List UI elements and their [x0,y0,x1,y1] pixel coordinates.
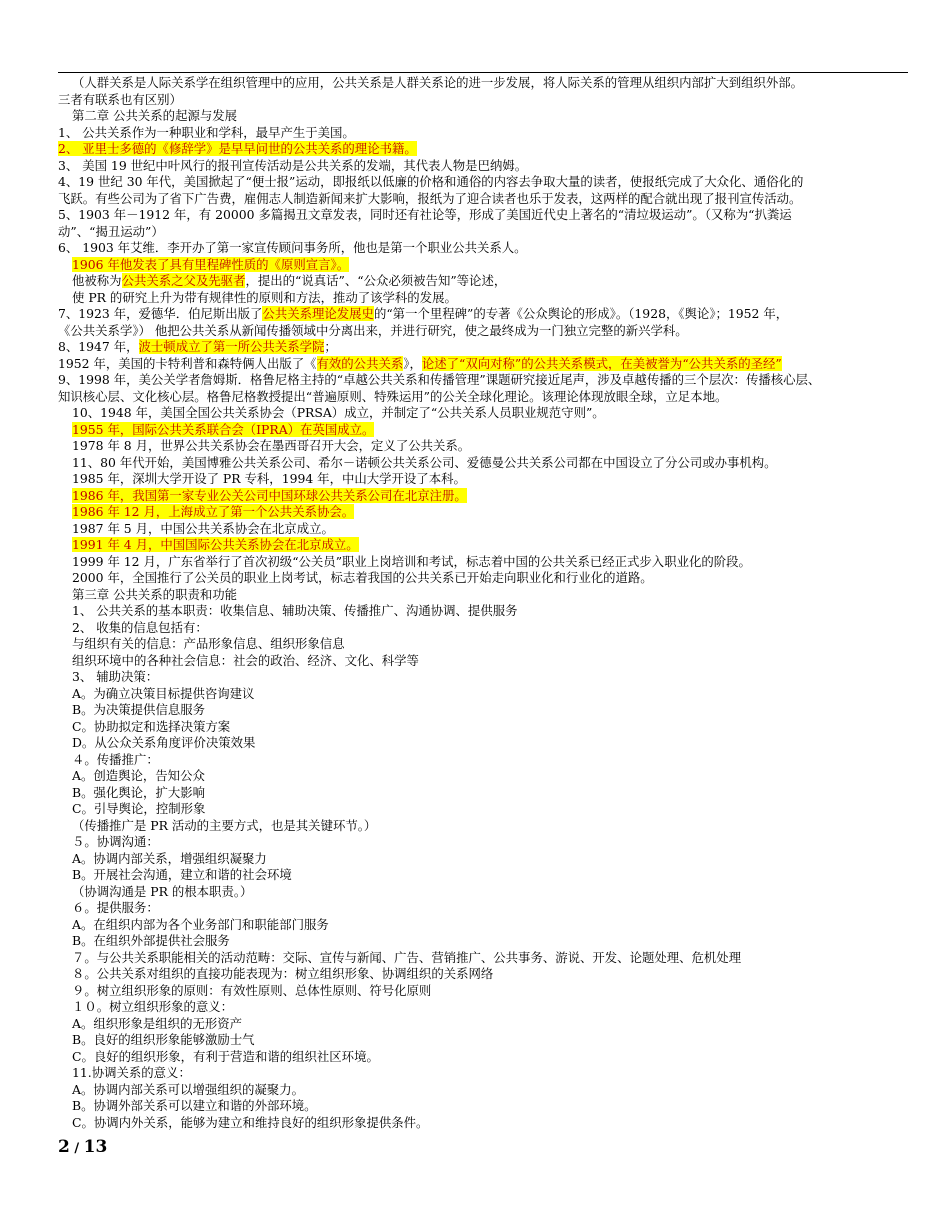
text-line [58,620,913,637]
text-segment: 11.协调关系的意义： [72,1065,191,1080]
page-current: 2 [58,1137,70,1157]
text-line [58,521,913,538]
highlighted-text: 1986 年 12 月，上海成立了第一个公共关系协会。 [72,504,355,519]
text-line [58,834,913,851]
text-line [58,752,913,769]
text-line [58,438,913,455]
text-line [58,983,913,1000]
text-segment: ，提出的“说真话”、“公众必须被告知”等论述， [245,273,507,288]
highlighted-text: 公共关系之父及先驱者 [121,273,246,288]
text-line [58,1049,913,1066]
highlighted-text: 1955 年，国际公共关系联合会（IPRA）在英国成立。 [72,421,375,437]
text-segment: 三者有联系也有区别） [58,91,182,107]
text-line [58,900,913,917]
text-line [58,867,913,884]
text-segment: 第三章 公共关系的职责和功能 [72,586,238,602]
text-line [58,587,913,604]
highlighted-text: 亚里士多德的《修辞学》是早早问世的公共关系的理论书籍。 [82,141,417,156]
text-line [58,719,913,736]
text-segment: B。开展社会沟通，建立和谐的社会环境 [72,867,292,882]
text-segment: 3、 美国 19 世纪中叶风行的报刊宣传活动是公共关系的发端，其代表人物是巴纳姆。 [58,157,528,173]
text-segment: 5、1903 年－1912 年，有 20000 多篇揭丑文章发表，同时还有社论等，形成了美国近代史上著名的“清垃圾运动”。（又称为“扒粪运 [58,207,792,222]
text-segment: （人群关系是人际关系学在组织管理中的应用，公共关系是人群关系论的进一步发展，将人际关系的管理从组织内部扩大到组织外部。 [72,75,804,90]
text-segment: ８。公共关系对组织的直接功能表现为：树立组织形象、协调组织的关系网络 [72,966,494,981]
text-line [58,801,913,818]
text-line [58,240,913,257]
text-segment: 与组织有关的信息：产品形象信息、组织形象信息 [72,636,345,651]
text-segment: 11、80 年代开始，美国博雅公共关系公司、希尔－诺顿公共关系公司、爱德曼公共关系公司都在中国设立了分公司或办事机构。 [72,454,777,470]
text-line [58,224,913,241]
text-line [58,1032,913,1049]
text-line [58,1098,913,1115]
text-line [58,570,913,587]
text-line [58,851,913,868]
text-line [58,273,913,290]
text-segment: D。从公众关系角度评价决策效果 [72,735,256,750]
text-line [58,917,913,934]
highlighted-text: 有效的公共关系 [316,355,404,371]
text-line [58,966,913,983]
text-line [58,108,913,125]
text-segment: 组织环境中的各种社会信息：社会的政治、经济、文化、科学等 [72,652,419,668]
text-line [58,257,913,274]
text-line [58,785,913,802]
text-segment: C。协调内外关系，能够为建立和维持良好的组织形象提供条件。 [72,1114,429,1130]
text-line [58,488,913,505]
text-segment: 1985 年，深圳大学开设了 PR 专科，1994 年，中山大学开设了本科。 [72,471,466,486]
text-segment: 1978 年 8 月，世界公共关系协会在墨西哥召开大会，定义了公共关系。 [72,438,471,453]
text-segment: C。引导舆论，控制形象 [72,801,206,816]
text-line [58,471,913,488]
page-total: 13 [83,1137,108,1157]
text-line [58,1115,913,1132]
text-segment: 第二章 公共关系的起源与发展 [72,108,238,123]
text-segment: 知识核心层、文化核心层。格鲁尼格教授提出“普遍原则、特殊运用”的公关全球化理论。该理论体现放眼全球，立足本地。 [58,388,728,404]
text-segment: B。为决策提供信息服务 [72,702,206,717]
text-line [58,339,913,356]
text-segment: A。协调内部关系可以增强组织的凝聚力。 [72,1081,304,1097]
text-segment: 9、1998 年，美公关学者詹姆斯．格鲁尼格主持的“卓越公共关系和传播管理”课题研究接近尾声，涉及卓越传播的三个层次：传播核心层、 [58,372,821,387]
text-segment: 10、1948 年，美国全国公共关系协会（PRSA）成立，并制定了“公共关系人员职业规范守则”。 [72,405,605,420]
text-line [58,504,913,521]
text-line [58,686,913,703]
text-segment: ９。树立组织形象的原则：有效性原则、总体性原则、符号化原则 [72,982,432,998]
text-segment: 2000 年，全国推行了公关员的职业上岗考试，标志着我国的公共关系已开始走向职业化和行业化的道路。 [72,570,653,585]
text-line [58,636,913,653]
text-line [58,537,913,554]
text-segment: B。协调外部关系可以建立和谐的外部环境。 [72,1098,317,1113]
text-segment: 4、19 世纪 30 年代，美国掀起了“便士报”运动，即报纸以低廉的价格和通俗的内容去争取大量的读者，使报纸完成了大众化、通俗化的 [58,174,804,189]
text-segment: 飞跃。有些公司为了省下广告费，雇佣志人制造新闻来扩大影响，报纸为了迎合读者也乐于发表，这两样的配合就出现了报刊宣传活动。 [58,190,802,206]
text-line [58,1082,913,1099]
text-line [58,191,913,208]
text-line [58,290,913,307]
text-segment: A。组织形象是组织的无形资产 [72,1015,243,1031]
text-segment: 《公共关系学》） 他把公共关系从新闻传播领域中分离出来，并进行研究，使之最终成为一门独立完整的新兴学科。 [58,322,688,338]
text-line [58,735,913,752]
text-line [58,207,913,224]
text-line [58,141,913,158]
text-line [58,603,913,620]
highlighted-text: 论述了“双向对称”的公共关系模式，在美被誉为“公共关系的圣经” [421,355,782,371]
text-line [58,933,913,950]
text-line [58,950,913,967]
text-segment: （协调沟通是 PR 的根本职责。） [72,883,253,899]
text-line [58,554,913,571]
text-line [58,306,913,323]
text-segment: 的“第一个里程碑”的专著《公众舆论的形成》。（1928，《舆论》；1952 年， [373,306,789,321]
text-line [58,174,913,191]
page-number [58,1137,107,1157]
text-line [58,75,913,92]
text-line [58,372,913,389]
text-line [58,422,913,439]
text-segment: ； [324,339,337,354]
text-line [58,356,913,373]
text-segment: 6、 1903 年艾维．李开办了第一家宣传顾问事务所，他也是第一个职业公共关系人。 [58,240,527,255]
text-line [58,92,913,109]
text-segment: A。协调内部关系，增强组织凝聚力 [72,850,267,866]
text-line [58,669,913,686]
text-segment: 1、 公共关系作为一种职业和学科，最早产生于美国。 [58,124,355,140]
page-separator: / [69,1141,84,1156]
text-segment: 动”、“揭丑运动”） [58,223,164,239]
text-segment: B。强化舆论，扩大影响 [72,784,206,800]
text-segment: 2、 收集的信息包括有： [72,619,208,635]
text-segment: ５。协调沟通： [72,834,159,849]
text-segment: ７。与公共关系职能相关的活动范畴：交际、宣传与新闻、广告、营销推广、公共事务、游说、开发、论题处理、危机处理 [72,949,742,965]
text-line [58,323,913,340]
text-segment: A。在组织内部为各个业务部门和职能部门服务 [72,916,329,932]
highlighted-text: 2、 [58,141,83,156]
text-segment: C。良好的组织形象，有利于营造和谐的组织社区环境。 [72,1048,379,1064]
text-segment: B。良好的组织形象能够激励士气 [72,1032,255,1047]
text-line [58,405,913,422]
text-line [58,1065,913,1082]
text-line [58,653,913,670]
text-segment: 7、1923 年，爱德华．伯尼斯出版了 [58,306,263,321]
document-body [58,75,913,1131]
header-rule [58,72,908,73]
text-segment: ４。传播推广： [72,751,159,767]
text-segment: 他被称为 [72,273,122,288]
text-segment: 8、1947 年， [58,339,139,354]
highlighted-text: 公共关系理论发展史 [262,306,374,321]
text-segment: A。为确立决策目标提供咨询建议 [72,685,255,701]
text-segment: １０。树立组织形象的意义： [72,999,234,1014]
text-line [58,1016,913,1033]
text-segment: 1952 年，美国的卡特利普和森特俩人出版了《 [58,355,317,371]
text-line [58,702,913,719]
text-line [58,455,913,472]
text-line [58,125,913,142]
text-segment: 1999 年 12 月，广东省举行了首次初级“公关员”职业上岗培训和考试，标志着中国的公共关系已经正式步入职业化的阶段。 [72,553,751,569]
text-line [58,818,913,835]
text-segment: 1、 公共关系的基本职责：收集信息、辅助决策、传播推广、沟通协调、提供服务 [72,603,518,618]
text-segment: 1987 年 5 月，中国公共关系协会在北京成立。 [72,520,334,536]
highlighted-text: 1906 年他发表了具有里程碑性质的《原则宣言》。 [72,256,350,272]
text-segment: 》， [403,355,422,371]
text-line [58,768,913,785]
highlighted-text: 波士顿成立了第一所公共关系学院 [138,339,325,354]
text-segment: ６。提供服务： [72,900,159,915]
text-segment: A。创造舆论，告知公众 [72,768,205,783]
highlighted-text: 1986 年，我国第一家专业公关公司中国环球公共关系公司在北京注册。 [72,487,467,503]
text-line [58,999,913,1016]
text-segment: （传播推广是 PR 活动的主要方式，也是其关键环节。） [72,817,377,833]
highlighted-text: 1991 年 4 月，中国国际公共关系协会在北京成立。 [72,537,359,552]
text-segment: 使 PR 的研究上升为带有规律性的原则和方法，推动了该学科的发展。 [72,289,457,305]
text-line [58,389,913,406]
text-line [58,158,913,175]
text-line [58,884,913,901]
text-segment: 3、 辅助决策： [72,669,159,684]
text-segment: B。在组织外部提供社会服务 [72,933,230,948]
text-segment: C。协助拟定和选择决策方案 [72,718,231,734]
